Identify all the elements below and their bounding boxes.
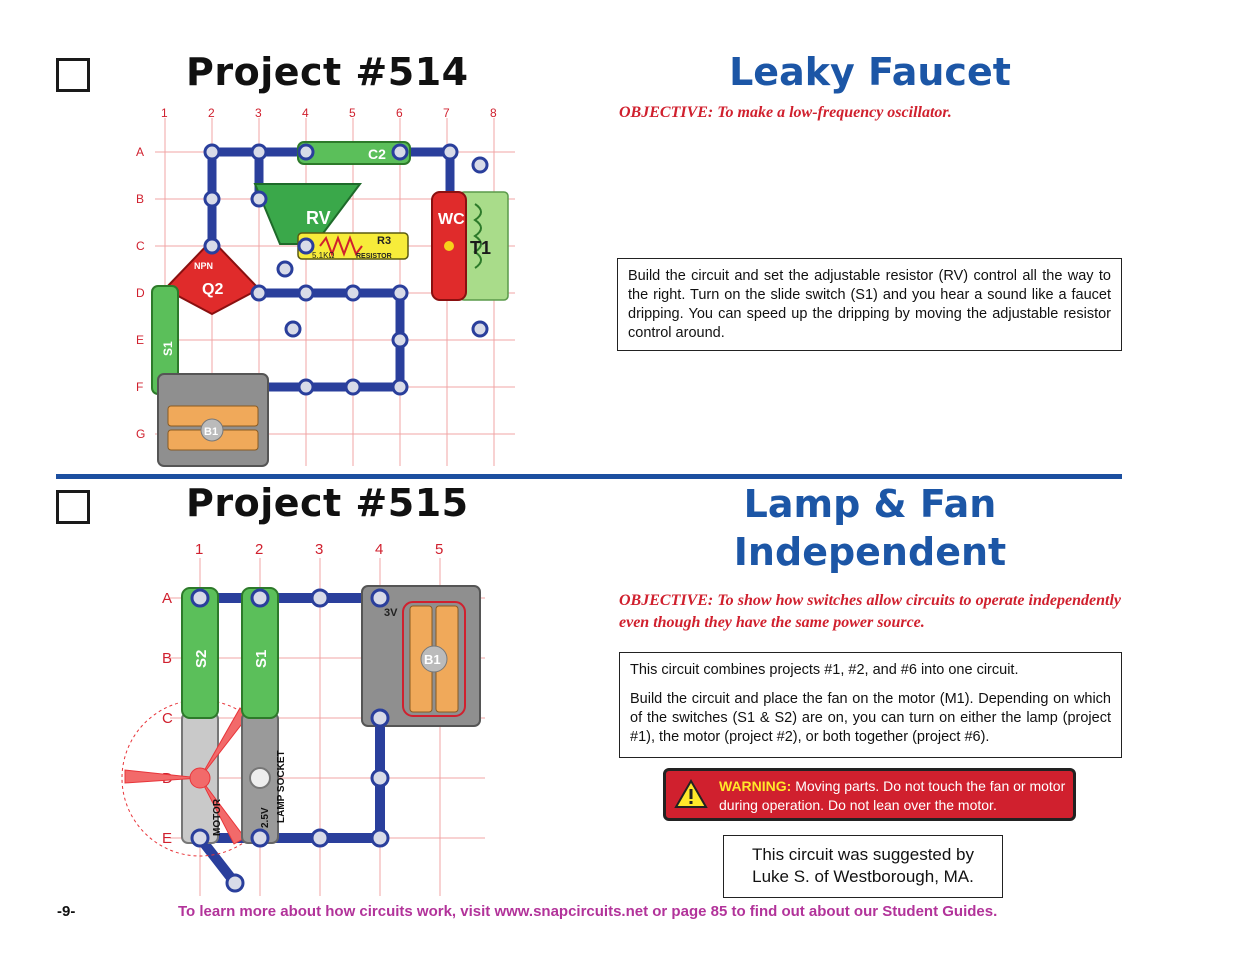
r3-label: R3	[377, 235, 392, 247]
wc-label: WC	[438, 211, 465, 228]
project-515-title-line2: Independent	[733, 530, 1007, 574]
description-line-2: Build the circuit and place the fan on the motor (M1). Depending on which of the switches (S1 & S2) are on, you can turn on either the lamp (project #1), the motor (project #2), or both together (project #6).	[630, 691, 1111, 745]
b1-label: B1	[424, 652, 441, 667]
col-label: 1	[161, 106, 168, 120]
project-515-number: Project #515	[186, 481, 469, 525]
suggestion-box	[723, 835, 1003, 898]
warning-box	[663, 768, 1076, 821]
b1-label: B1	[204, 426, 219, 438]
project-514-instructions: Build the circuit and set the adjustable resistor (RV) control all the way to the right. Turn on the slide switch (S1) and you hear a sound like a faucet dripping. You can speed up the dripping by moving the adjustable resistor control around.	[617, 258, 1122, 351]
col-label: 7	[443, 106, 450, 120]
row-label: E	[162, 830, 173, 847]
r3-type: RESISTOR	[356, 253, 392, 260]
project-514-title: Leaky Faucet	[729, 50, 1011, 94]
warning-icon	[674, 779, 708, 809]
suggestion-line-1: This circuit was suggested by	[751, 845, 975, 864]
project-514-objective: OBJECTIVE: To make a low-frequency oscillator.	[619, 104, 952, 121]
row-label: B	[136, 192, 145, 206]
warning-message: Moving parts. Do not touch the fan or motor during operation. Do not lean over the motor.	[719, 778, 1066, 813]
c2-label: C2	[368, 146, 386, 162]
col-label: 4	[375, 541, 384, 558]
warning-label: WARNING:	[719, 778, 792, 794]
s1-label: S1	[161, 341, 175, 356]
row-label: F	[136, 380, 144, 394]
row-label: C	[136, 239, 145, 253]
s1-label: S1	[253, 649, 270, 668]
col-label: 2	[255, 541, 264, 558]
s2-label: S2	[193, 649, 210, 668]
footer-link-text[interactable]: To learn more about how circuits work, visit www.snapcircuits.net or page 85 to find out about our Student Guides.	[178, 903, 998, 920]
row-label: A	[136, 145, 145, 159]
col-label: 8	[490, 106, 497, 120]
section-divider	[56, 474, 1122, 479]
row-label: B	[162, 650, 173, 667]
row-label: C	[162, 710, 173, 727]
lamp-socket-label: LAMP SOCKET	[276, 750, 287, 823]
col-label: 2	[208, 106, 215, 120]
r3-value: 5.1KΩ	[312, 251, 335, 260]
suggestion-line-2: Luke S. of Westborough, MA.	[752, 867, 974, 886]
q2-label: Q2	[202, 281, 224, 298]
col-label: 5	[435, 541, 444, 558]
col-label: 1	[195, 541, 204, 558]
t1-label: T1	[470, 238, 492, 258]
row-label: A	[162, 590, 173, 607]
lamp-voltage: 2.5V	[260, 807, 271, 828]
page-number: -9-	[57, 903, 76, 920]
col-label: 4	[302, 106, 309, 120]
project-515-circuit-diagram	[120, 538, 490, 898]
col-label: 3	[255, 106, 262, 120]
project-515-objective: OBJECTIVE: To show how switches allow circuits to operate independently even though they have the same power source.	[619, 592, 1121, 631]
col-label: 5	[349, 106, 356, 120]
motor-label: MOTOR	[212, 798, 223, 836]
col-label: 3	[315, 541, 324, 558]
row-label: E	[136, 333, 145, 347]
project-514-checkbox[interactable]	[56, 58, 90, 92]
warning-text	[719, 777, 1069, 815]
row-label: G	[136, 427, 146, 441]
rv-label: RV	[306, 208, 331, 228]
col-label: 6	[396, 106, 403, 120]
row-label: D	[136, 286, 145, 300]
project-515-checkbox[interactable]	[56, 490, 90, 524]
battery-voltage: 3V	[384, 607, 398, 619]
project-514-circuit-diagram	[130, 104, 520, 468]
project-514-number: Project #514	[186, 50, 469, 94]
project-515-description	[619, 652, 1122, 758]
npn-label: NPN	[194, 261, 214, 271]
description-line-1: This circuit combines projects #1, #2, and #6 into one circuit.	[630, 662, 1019, 678]
project-515-title-line1: Lamp & Fan	[743, 482, 997, 526]
